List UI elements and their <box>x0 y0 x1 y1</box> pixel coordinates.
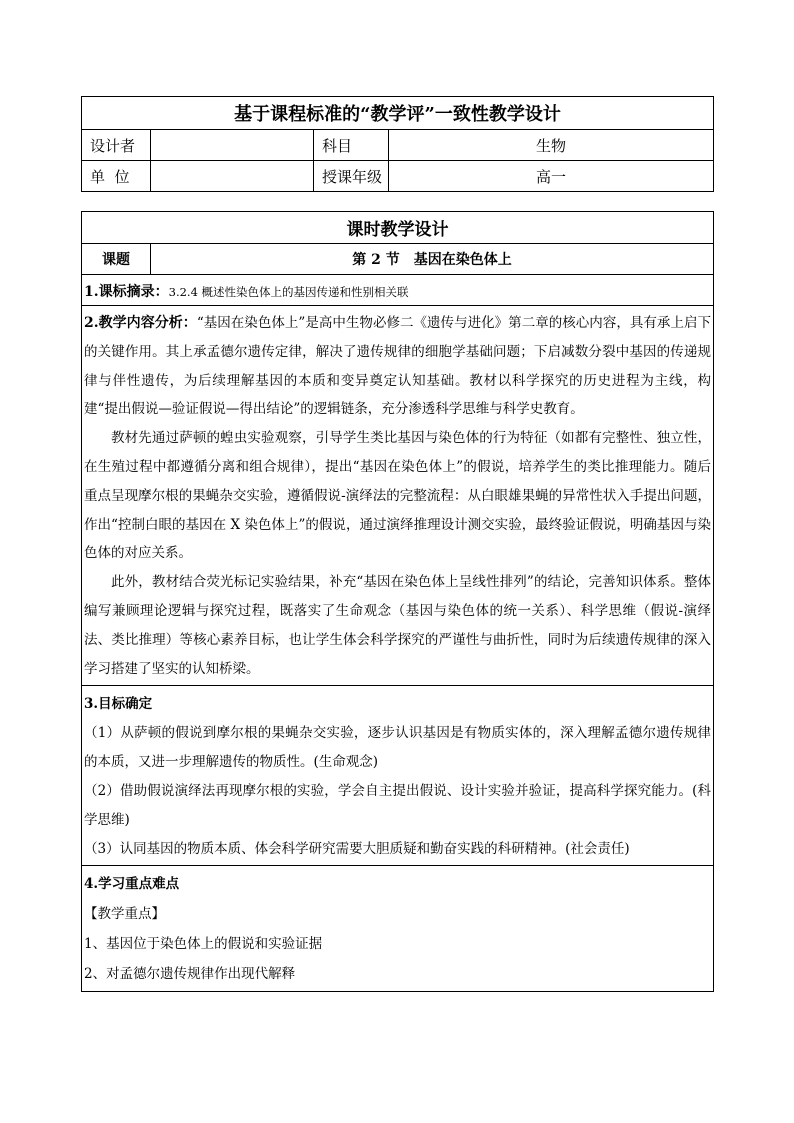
goal-item-3: （3）认同基因的物质本质、体会科学研究需要大胆质疑和勤奋实践的科研精神。(社会责任) <box>84 840 630 857</box>
lesson-table <box>81 211 714 992</box>
standard-section <box>82 275 714 306</box>
focus-subheading: 【教学重点】 <box>84 906 165 923</box>
content-analysis-section <box>82 306 714 686</box>
standard-heading: 1.课标摘录： <box>84 283 169 300</box>
standard-text: 3.2.4 概述性染色体上的基因传递和性别相关联 <box>168 284 409 299</box>
goal-item-1: （1）从萨顿的假说到摩尔根的果蝇杂交实验，逐步认识基因是有物质实体的，深入理解孟德尔遗传规律的本质，又进一步理解遗传的物质性。(生命观念) <box>84 725 711 771</box>
lesson-title: 课时教学设计 <box>82 212 714 244</box>
unit-label: 单 位 <box>82 161 151 192</box>
focus-heading: 4.学习重点难点 <box>84 876 180 893</box>
focus-item-1: 1、基因位于染色体上的假说和实验证据 <box>84 936 323 953</box>
goal-item-2: （2）借助假说演绎法再现摩尔根的实验，学会自主提出假说、设计实验并验证，提高科学探究能力。(科学思维) <box>84 782 711 828</box>
focus-section <box>82 866 714 992</box>
designer-value <box>151 130 314 161</box>
subject-label: 科目 <box>314 130 389 161</box>
grade-value: 高一 <box>389 161 714 192</box>
topic-label: 课题 <box>82 244 151 275</box>
content-paragraph-3: 此外，教材结合荧光标记实验结果，补充“基因在染色体上呈线性排列”的结论，完善知识体系。整体编写兼顾理论逻辑与探究过程，既落实了生命观念（基因与染色体的统一关系）、科学思维（假说-演绎法、类比推理）等核心素养目标，也让学生体会科学探究的严谨性与曲折性，同时为后续遗传规律的深入学习搭建了坚实的认知桥梁。 <box>84 574 711 677</box>
subject-value: 生物 <box>389 130 714 161</box>
content-heading: 2.教学内容分析： <box>84 315 197 331</box>
goals-heading: 3.目标确定 <box>84 696 153 713</box>
content-paragraph-2: 教材先通过萨顿的蝗虫实验观察，引导学生类比基因与染色体的行为特征（如都有完整性、独立性，在生殖过程中都遵循分离和组合规律），提出“基因在染色体上”的假说，培养学生的类比推理能力。随后重点呈现摩尔根的果蝇杂交实验，遵循假说-演绎法的完整流程：从白眼雄果蝇的异常性状入手提出问题，作出“控制白眼的基因在 X 染色体上”的假说，通过演绎推理设计测交实验，最终验证假说，明确基因与染色体的对应关系。 <box>84 430 711 562</box>
topic-value: 第 2 节 基因在染色体上 <box>151 244 714 275</box>
content-paragraph-1: “基因在染色体上”是高中生物必修二《遗传与进化》第二章的核心内容，具有承上启下的关键作用。其上承孟德尔遗传定律，解决了遗传规律的细胞学基础问题；下启减数分裂中基因的传递规律与伴性遗传，为后续理解基因的本质和变异奠定认知基础。教材以科学探究的历史进程为主线，构建“提出假说—验证假说—得出结论”的逻辑链条，充分渗透科学思维与科学史教育。 <box>84 315 711 418</box>
focus-item-2: 2、对孟德尔遗传规律作出现代解释 <box>84 966 296 983</box>
header-table <box>81 96 714 192</box>
grade-label: 授课年级 <box>314 161 389 192</box>
designer-label: 设计者 <box>82 130 151 161</box>
unit-value <box>151 161 314 192</box>
document-title: 基于课程标准的“教学评”一致性教学设计 <box>82 97 714 130</box>
goals-section <box>82 686 714 866</box>
